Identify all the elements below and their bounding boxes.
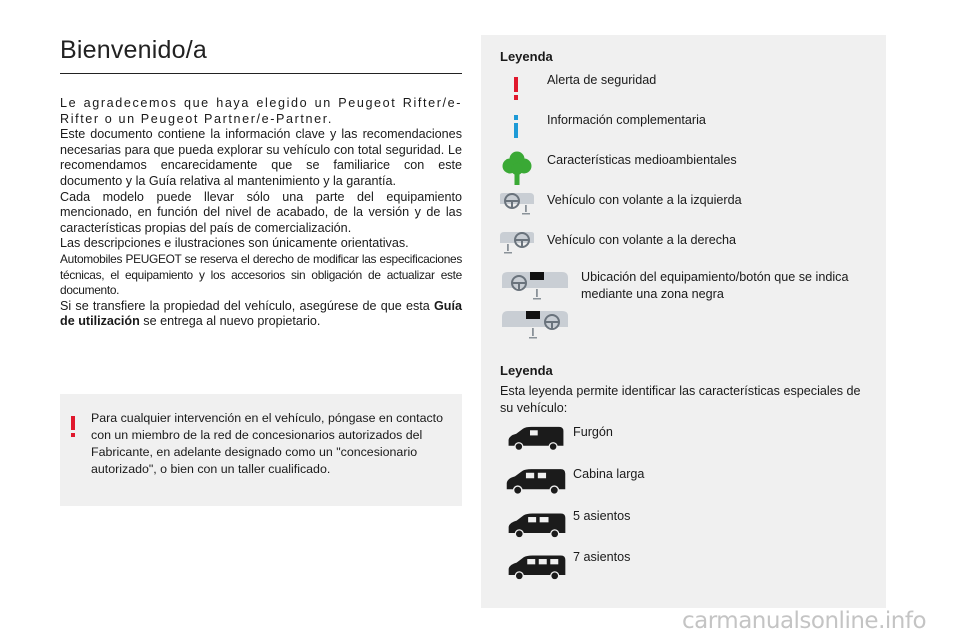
legend-label: Furgón <box>573 425 613 439</box>
legend-heading: Leyenda <box>500 49 553 64</box>
notice-text: Para cualquier intervención en el vehículo, póngase en contacto con un miembro de la red de concesionarios autorizados del Fabricante, en adelante designado como un "concesionario autorizado", o bien con un taller cualificado. <box>91 411 443 476</box>
legend-heading: Leyenda <box>500 363 553 378</box>
paragraph: Cada modelo puede llevar sólo una parte del equipamiento mencionado, en función del nivel de acabado, de la versión y de las características propias del país de comercialización. <box>60 189 462 235</box>
long-cab-icon <box>504 467 568 495</box>
paragraph: Le agradecemos que haya elegido un Peugeot Rifter/e-Rifter o un Peugeot Partner/e-Partner. <box>60 96 462 126</box>
info-icon <box>511 115 521 139</box>
watermark: carmanualsonline.info <box>682 608 927 634</box>
paragraph: Este documento contiene la información clave y las recomendaciones necesarias para que pueda explorar su vehículo con total seguridad. Le recomendamos encarecidamente que se familiarice con este documento y la Guía relativa al mantenimiento y la garantía. <box>60 127 462 188</box>
legend-description: Esta leyenda permite identificar las características especiales de su vehículo: <box>500 384 861 415</box>
seven-seats-icon <box>506 553 568 581</box>
legend-label: Vehículo con volante a la derecha <box>547 233 737 247</box>
manual-name: Guía de utilización <box>60 298 462 329</box>
legend-label: Vehículo con volante a la izquierda <box>547 193 742 207</box>
welcome-text <box>60 96 462 330</box>
paragraph: Si se transfiere la propiedad del vehículo, asegúrese de que esta Guía de utilización se entrega al nuevo propietario. <box>60 298 462 329</box>
five-seats-icon <box>506 511 568 539</box>
legend-label: 7 asientos <box>573 550 631 564</box>
warning-icon <box>68 416 78 438</box>
left-hand-drive-icon <box>500 193 534 217</box>
legend-panel <box>481 35 886 608</box>
van-icon <box>506 425 566 451</box>
warning-icon <box>511 77 521 101</box>
tree-icon <box>502 151 532 185</box>
legend-label: Información complementaria <box>547 113 706 127</box>
welcome-column <box>60 36 462 330</box>
legend-label: Características medioambientales <box>547 153 737 167</box>
right-hand-drive-icon <box>500 232 534 256</box>
legend-label: Alerta de seguridad <box>547 73 657 87</box>
legend-label: Ubicación del equipamiento/botón que se indica mediante una zona negra <box>581 270 849 301</box>
paragraph: Las descripciones e ilustraciones son únicamente orientativas. <box>60 236 409 251</box>
page-title: Bienvenido/a <box>60 36 207 64</box>
legend-label: 5 asientos <box>573 509 631 523</box>
legend-label: Cabina larga <box>573 467 645 481</box>
black-zone-icon <box>502 311 568 343</box>
notice-box <box>60 394 462 506</box>
black-zone-icon <box>502 272 568 304</box>
paragraph: Automobiles PEUGEOT se reserva el derecho de modificar las especificaciones técnicas, el equipamiento y los accesorios sin obligación de actualizar este documento. <box>60 251 462 298</box>
title-divider <box>60 73 462 74</box>
